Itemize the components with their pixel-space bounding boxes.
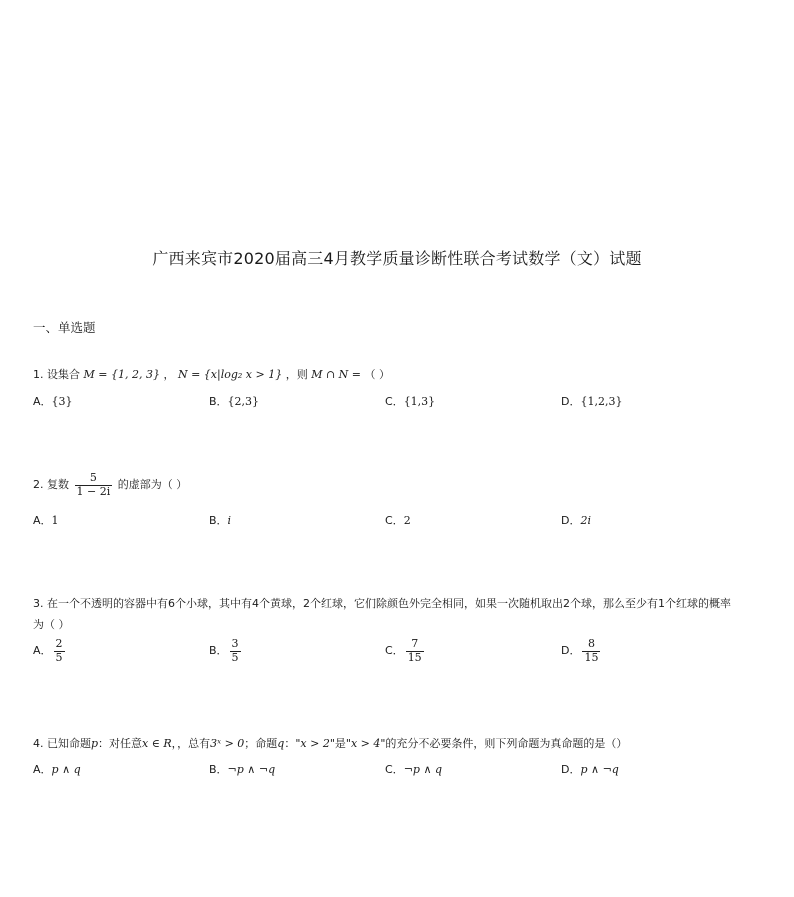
option-b: B．{2,3} — [209, 395, 260, 408]
option-b: B． $\frac{3}{5}$ — [209, 637, 239, 664]
question-text: ，，总有 — [171, 737, 211, 750]
page-title: 广西来宾市2020届高三4月教学质量诊断性联合考试数学（文）试题 — [152, 249, 642, 268]
math-expression: M ∩ N = — [311, 368, 362, 381]
math-expression: 3ˣ > 0 — [210, 737, 245, 750]
math-var-p: p — [91, 737, 99, 750]
option-b: B．¬p ∧ ¬q — [209, 763, 276, 776]
question-text: 复数 — [47, 478, 69, 492]
math-expression: x > 4 — [350, 737, 381, 750]
math-expression: x ∈ R — [142, 737, 172, 750]
option-c: C．2 — [385, 514, 411, 527]
option-a: A． $\frac{2}{5}$ — [33, 637, 63, 664]
option-d: D．2i — [561, 514, 592, 527]
option-d: D．{1,2,3} — [561, 395, 623, 408]
option-a: A．1 — [33, 514, 59, 527]
option-c: C． $\frac{7}{15}$ — [385, 637, 422, 664]
question-number: 4. — [33, 737, 44, 750]
section-heading: 一、单选题 — [33, 320, 96, 335]
option-a: A．p ∧ q — [33, 763, 81, 776]
math-var-q: q — [277, 737, 285, 750]
question-text: 设集合 — [47, 368, 80, 381]
question-text: "的充分不必要条件，则下列命题为真命题的是（） — [380, 737, 628, 750]
question-1 — [33, 365, 390, 386]
option-d: D．p ∧ ¬q — [561, 763, 619, 776]
math-set-m: M = {1, 2, 3} — [83, 368, 160, 381]
question-text: 在一个不透明的容器中有6个小球，其中有4个黄球，2个红球，它们除颜色外完全相同，如果一次随机取出2个球，那么至少有1个红球的概率 — [47, 597, 731, 610]
question-text: 为（ ） — [33, 617, 70, 631]
question-text: ：" — [284, 737, 301, 750]
question-3 — [33, 594, 753, 636]
question-text: ，则 — [285, 368, 308, 381]
question-text: ；命题 — [244, 737, 278, 750]
question-text: ：对任意 — [98, 737, 143, 750]
question-2 — [33, 472, 187, 498]
question-number: 2. — [33, 478, 44, 492]
option-a: A．{3} — [33, 395, 73, 408]
question-number: 1. — [33, 368, 44, 381]
math-set-n: N = {x|log₂ x > 1} — [177, 368, 283, 381]
option-c: C．¬p ∧ q — [385, 763, 443, 776]
question-number: 3. — [33, 597, 44, 610]
answer-blank: （ ） — [364, 368, 391, 381]
question-text: "是" — [329, 737, 351, 750]
question-text: 的虚部为（ ） — [117, 478, 188, 492]
math-fraction: $\frac{5}{1 - 2i}$ — [76, 471, 111, 498]
option-c: C．{1,3} — [385, 395, 436, 408]
option-b: B．i — [209, 514, 232, 527]
option-d: D． $\frac{8}{15}$ — [561, 637, 599, 664]
question-4 — [33, 734, 627, 755]
question-text: 已知命题 — [47, 737, 91, 750]
math-expression: x > 2 — [300, 737, 330, 750]
punctuation: ， — [163, 368, 175, 381]
